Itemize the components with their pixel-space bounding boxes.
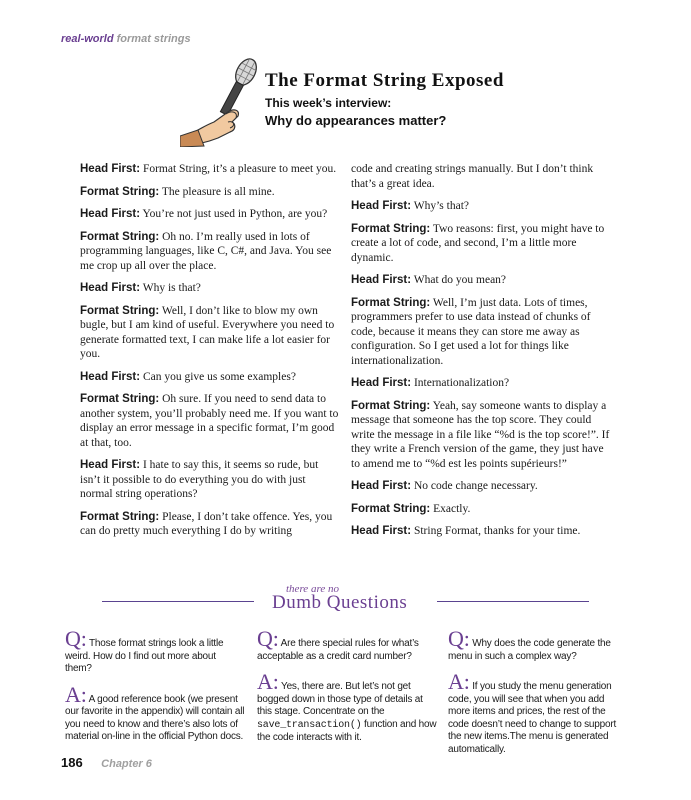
qa-block-3 <box>448 626 628 766</box>
answer <box>448 669 628 756</box>
interview-turn <box>80 162 340 177</box>
interview-turn <box>351 199 611 214</box>
qa-block-2 <box>257 626 437 755</box>
interview-title: The Format String Exposed <box>265 70 504 91</box>
question-text: Those format strings look a little weird. How do I find out more about them? <box>65 638 224 674</box>
dumb-questions-heading: Dumb Questions <box>272 592 408 613</box>
code-function-name: save_transaction() <box>257 719 362 731</box>
interview-column-left <box>80 162 340 547</box>
q-glyph: Q: <box>65 626 87 651</box>
dumb-questions-tagline: there are no <box>286 583 339 595</box>
speech: Can you give us some examples? <box>142 370 296 383</box>
speech: Why’s that? <box>413 200 469 212</box>
divider-right <box>437 601 589 602</box>
interview-turn <box>80 370 340 385</box>
interview-turn <box>351 524 611 539</box>
speaker: Head First: <box>351 377 412 389</box>
interview-turn <box>80 185 340 200</box>
question <box>257 626 437 663</box>
answer <box>65 681 245 744</box>
speaker: Format String: <box>80 230 160 243</box>
interview-turn <box>351 399 611 472</box>
speaker: Head First: <box>80 370 141 383</box>
speech: What do you mean? <box>413 274 507 286</box>
interview-turn <box>80 458 340 502</box>
speech: Format String, it’s a pleasure to meet you. <box>142 163 337 175</box>
divider-left <box>102 601 254 602</box>
speaker: Format String: <box>80 510 160 523</box>
speech: Exactly. <box>433 502 471 515</box>
speaker: Head First: <box>351 200 412 212</box>
speech: Oh sure. If you need to send data to another system, you’ll probably need me. If you want to display an error message in a specific format, I’m good at that, too. <box>80 393 339 449</box>
running-head-topic: format strings <box>116 33 191 45</box>
interview-subtitle <box>265 96 446 128</box>
speech: Please, I don’t take offence. Yes, you can do pretty much everything I do by writing <box>80 510 333 537</box>
interview-turn <box>351 479 611 494</box>
interview-turn <box>351 222 611 266</box>
answer-text: Yes, there are. But let’s not get bogged down in those type of details at this stage. Concentrate on the <box>257 681 423 717</box>
speaker: Head First: <box>351 480 412 492</box>
subtitle-line-1: This week’s interview: <box>265 96 392 110</box>
interview-turn <box>351 376 611 391</box>
answer-text: A good reference book (we present our favorite in the appendix) will contain all you need to know and there’s also lots of material on-line in the official Python docs. <box>65 693 245 742</box>
speaker: Format String: <box>351 399 431 412</box>
a-glyph: A: <box>448 669 470 694</box>
speech: The pleasure is all mine. <box>161 185 275 198</box>
speech: Two reasons: first, you might have to create a lot of code, and second, I’m a little more dynamic. <box>351 222 605 264</box>
interview-continuation: code and creating strings manually. But I don’t think that’s a great idea. <box>351 163 594 190</box>
speech: Oh no. I’m really used in lots of programming languages, like C, C#, and Java. You see me crop up all over the place. <box>80 230 332 272</box>
speaker: Format String: <box>351 502 431 515</box>
speaker: Format String: <box>80 185 160 198</box>
answer-text-end: function and how the code interacts with it. <box>257 718 437 743</box>
q-glyph: Q: <box>448 626 470 651</box>
interview-turn <box>351 273 611 288</box>
speaker: Head First: <box>80 208 141 220</box>
speech: Why is that? <box>142 282 201 294</box>
question <box>448 626 628 663</box>
interview-turn <box>80 207 340 222</box>
speaker: Format String: <box>351 222 431 235</box>
speaker: Head First: <box>351 525 412 537</box>
speech: Well, I don’t like to blow my own bugle, but I am kind of useful. Everywhere you need to generate formatted text, I can make life a lot easier for you. <box>80 304 335 360</box>
speech: I hate to say this, it seems so rude, but isn’t it possible to do everything you do with just normal string operations? <box>80 459 319 500</box>
running-head-section: real-world <box>61 33 114 45</box>
a-glyph: A: <box>65 681 87 707</box>
speaker: Format String: <box>351 296 431 309</box>
interview-turn <box>80 281 340 296</box>
speaker: Format String: <box>80 304 160 317</box>
question-text: Why does the code generate the menu in such a complex way? <box>448 638 611 662</box>
running-head <box>61 33 191 45</box>
a-glyph: A: <box>257 669 279 694</box>
interview-turn <box>80 230 340 274</box>
speaker: Head First: <box>80 459 141 471</box>
interview-turn <box>80 392 340 450</box>
interview-turn <box>351 502 611 517</box>
qa-block-1 <box>65 626 245 754</box>
interview-column-right <box>351 162 611 547</box>
subtitle-line-2: Why do appearances matter? <box>265 113 447 128</box>
speech: Internationalization? <box>413 377 510 389</box>
page-number: 186 <box>61 755 83 770</box>
interview-turn <box>80 304 340 362</box>
q-glyph: Q: <box>257 626 279 651</box>
speaker: Head First: <box>80 282 141 294</box>
speech: String Format, thanks for your time. <box>413 525 581 537</box>
speech: Yeah, say someone wants to display a message that someone has the top score. They could write the message in a file like “%d is the top score!”. If they write a French version of the game, they just have to amend me to “%d est les points supérieurs!” <box>351 399 610 470</box>
question <box>65 626 245 676</box>
answer-text: If you study the menu generation code, you will see that when you add more items and prices, the rest of the code doesn’t need to change to support the new items.The menu is generated automatically. <box>448 681 617 755</box>
speech: No code change necessary. <box>413 480 538 492</box>
speech: Well, I’m just data. Lots of times, programmers prefer to use data instead of chunks of code, because it means they can store me away as configuration. So I get used a lot for things like internationalization. <box>351 296 591 367</box>
page-footer <box>61 754 152 772</box>
speaker: Head First: <box>80 163 141 175</box>
question-text: Are there special rules for what’s acceptable as a credit card number? <box>257 638 419 662</box>
interview-turn <box>80 510 340 539</box>
chapter-label: Chapter 6 <box>101 758 152 770</box>
speaker: Head First: <box>351 274 412 286</box>
speaker: Format String: <box>80 393 160 405</box>
interview-turn <box>351 296 611 369</box>
speech: You’re not just used in Python, are you? <box>142 208 328 220</box>
answer <box>257 669 437 745</box>
